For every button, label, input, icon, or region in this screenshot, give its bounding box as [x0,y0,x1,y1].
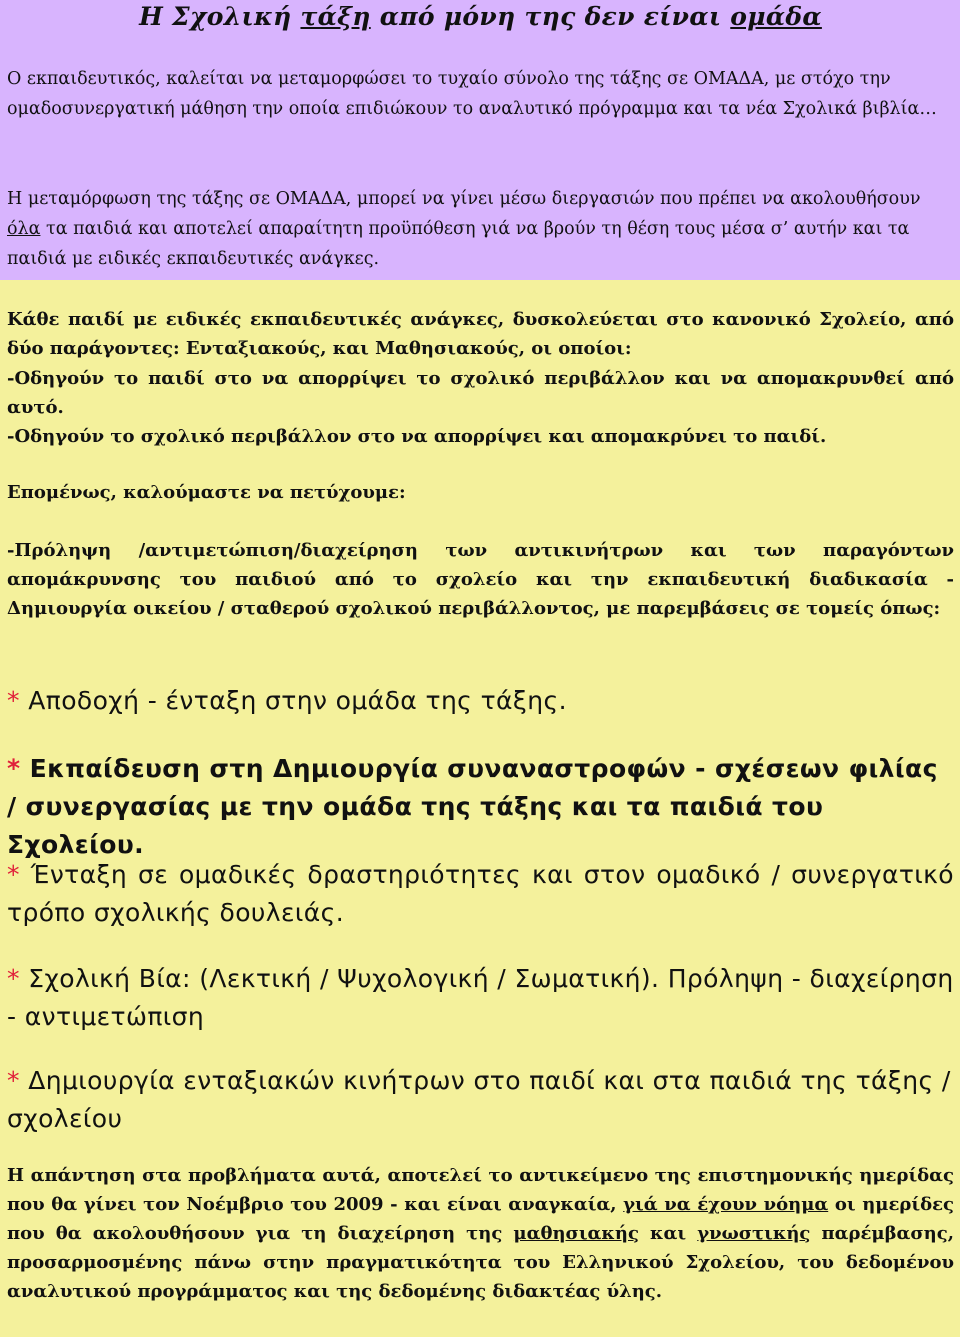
closing-underlined-cognitive: γνωστικής [697,1223,811,1244]
intro-paragraph-1: Ο εκπαιδευτικός, καλείται να μεταμορφώσει το τυχαίο σύνολο της τάξης σε ΟΜΑΔΑ, με στόχο την ομαδοσυνεργατική μάθηση την οποία επιδιώκουν το αναλυτικό πρόγραμμα και τα νέα Σχολικά βιβλία… [7,69,937,119]
intro-text: Η μεταμόρφωση της τάξης σε ΟΜΑΔΑ, μπορεί να γίνει μέσω διεργασιών που πρέπει να ακολουθήσουν [7,189,921,209]
bullet-inclusion-motives [7,1062,954,1138]
closing-text: παρέμβασης, προσαρμοσμένης πάνω στην πραγματικότητα του Ελληνικού Σχολείου, του δεδομένου αναλυτικού προγράμματος και της δεδομένης διδακτέας ύλης. [7,1223,954,1302]
bullet-text: Δημιουργία ενταξιακών κινήτρων στο παιδί και στα παιδιά της τάξης / σχολείου [7,1066,951,1133]
bullet-text: Εκπαίδευση στη Δημιουργία συναναστροφών - σχέσεων φιλίας / συνεργασίας με την ομάδα της τάξης και τα παιδιά του Σχολείου. [7,754,938,859]
star-icon: * [7,686,20,715]
title-underlined-team: ομάδα [730,2,822,31]
title-underlined-class: τάξη [300,2,371,31]
closing-underlined-meaning: γιά να έχουν νόημα [623,1194,829,1215]
closing-text: Η απάντηση στα προβλήματα αυτά, αποτελεί το αντικείμενο της επιστημονικής ημερίδας που θα γίνει τον Νοέμβριο του 2009 - και είναι αναγκαία, [7,1165,954,1215]
intro-text: τα παιδιά και αποτελεί απαραίτητη προϋπόθεση γιά να βρούν τη θέση τους μέσα σ’ αυτήν και τα παιδιά με ειδικές εκπαιδευτικές ανάγκες. [7,219,910,269]
closing-underlined-learning: μαθησιακής [513,1223,639,1244]
star-icon: * [7,754,21,783]
star-icon: * [7,860,20,889]
closing-text: και [638,1223,698,1244]
bullet-acceptance [7,682,954,720]
bullet-group-activities [7,856,954,932]
bullet-school-violence [7,960,954,1036]
star-icon: * [7,1066,20,1095]
bullet-text: Αποδοχή - ένταξη στην ομάδα της τάξης. [19,686,567,715]
factor-item-1: -Οδηγούν το παιδί στο να απορρίψει το σχολικό περιβάλλον και να απομακρυνθεί από αυτό. [7,368,954,418]
goals-paragraph: -Πρόληψη /αντιμετώπιση/διαχείρηση των αντικινήτρων και των παραγόντων απομάκρυνσης του παιδιού από το σχολείο και την εκπαιδευτική διαδικασία - Δημιουργία οικείου / σταθερού σχολικού περιβάλλοντος, με παρεμβάσεις σε τομείς όπως: [7,540,954,619]
page-title [7,2,954,31]
intro-underlined-all: όλα [7,219,41,239]
title-part: Η Σχολική [139,2,301,31]
star-icon: * [7,964,20,993]
bullet-text: Ένταξη σε ομαδικές δραστηριότητες και στον ομαδικό / συνεργατικό τρόπο σχολικής δουλειάς. [7,860,954,927]
closing-text: οι ημερίδες που θα ακολουθήσουν για τη διαχείρηση της [7,1194,954,1244]
difficulty-paragraph: Κάθε παιδί με ειδικές εκπαιδευτικές ανάγκες, δυσκολεύεται στο κανονικό Σχολείο, από δύο παράγοντες: Ενταξιακούς, και Μαθησιακούς, οι οποίοι: [7,309,954,359]
title-part: από μόνη της δεν είναι [370,2,731,31]
factor-item-2: -Οδηγούν το σχολικό περιβάλλον στο να απορρίψει και απομακρύνει το παιδί. [7,426,827,447]
closing-paragraph [7,1161,954,1306]
goals-heading: Επομένως, καλούμαστε να πετύχουμε: [7,482,406,503]
bullet-social-training [7,750,954,864]
intro-paragraph-2 [7,184,954,274]
bullet-text: Σχολική Βία: (Λεκτική / Ψυχολογική / Σωματική). Πρόληψη - διαχείρηση - αντιμετώπιση [7,964,954,1031]
